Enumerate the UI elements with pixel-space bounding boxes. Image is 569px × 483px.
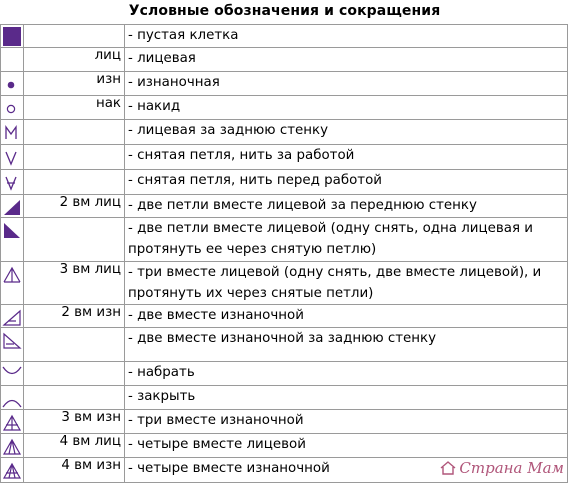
empty-icon [2, 50, 22, 70]
right-triangle-filled-icon [2, 197, 22, 217]
symbol-cell [1, 305, 24, 328]
abbr-cell [24, 120, 125, 145]
desc-cell: - лицевая [125, 48, 568, 72]
table-row [1, 434, 568, 458]
desc-cell: - две петли вместе лицевой (одну снять, одна лицевая и протянуть ее через снятую петлю) [125, 218, 568, 262]
abbr-cell: лиц [24, 48, 125, 72]
table-row [1, 386, 568, 410]
table-row [1, 96, 568, 120]
abbr-cell [24, 170, 125, 195]
desc-cell: - четыре вместе лицевой [125, 434, 568, 458]
m-letter-icon [2, 122, 22, 142]
table-row [1, 262, 568, 305]
table-row [1, 410, 568, 434]
abbr-cell: 3 вм лиц [24, 262, 125, 305]
cast-on-arc-icon [2, 364, 22, 384]
triangle-three-icon [2, 264, 22, 284]
symbol-cell [1, 458, 24, 483]
desc-cell: - набрать [125, 362, 568, 386]
abbr-cell: изн [24, 72, 125, 96]
watermark-text: Страна Мам [459, 459, 564, 477]
symbol-cell [1, 72, 24, 96]
symbol-cell [1, 262, 24, 305]
abbr-cell: 4 вм изн [24, 458, 125, 483]
table-row [1, 25, 568, 48]
desc-cell: - лицевая за заднюю стенку [125, 120, 568, 145]
triangle-four-purl-icon [2, 460, 22, 480]
abbr-cell [24, 218, 125, 262]
abbr-cell: 3 вм изн [24, 410, 125, 434]
house-logo-icon [440, 461, 456, 475]
desc-cell: - три вместе лицевой (одну снять, две вместе лицевой), и протянуть их через снятые петли) [125, 262, 568, 305]
desc-cell: - изнаночная [125, 72, 568, 96]
watermark [440, 459, 564, 477]
symbol-cell [1, 410, 24, 434]
abbr-cell: 4 вм лиц [24, 434, 125, 458]
symbol-cell [1, 170, 24, 195]
desc-cell: - две петли вместе лицевой за переднюю стенку [125, 195, 568, 218]
table-row [1, 120, 568, 145]
table-row [1, 362, 568, 386]
v-letter-icon [2, 147, 22, 167]
symbol-cell [1, 96, 24, 120]
symbol-cell [1, 386, 24, 410]
desc-cell: - закрыть [125, 386, 568, 410]
right-triangle-line-icon [2, 307, 22, 327]
left-triangle-filled-icon [2, 220, 22, 240]
symbol-cell [1, 434, 24, 458]
desc-cell: - снятая петля, нить за работой [125, 145, 568, 170]
v-bar-icon [2, 172, 22, 192]
table-row [1, 170, 568, 195]
left-triangle-line-icon [2, 330, 22, 350]
table-row [1, 218, 568, 262]
symbol-cell [1, 48, 24, 72]
filled-dot-icon [2, 74, 22, 94]
symbol-cell [1, 145, 24, 170]
symbol-cell [1, 328, 24, 362]
desc-cell: - пустая клетка [125, 25, 568, 48]
desc-cell: - две вместе изнаночной за заднюю стенку [125, 328, 568, 362]
symbol-cell [1, 362, 24, 386]
bind-off-arc-icon [2, 388, 22, 408]
table-row [1, 72, 568, 96]
symbol-cell [1, 218, 24, 262]
abbr-cell [24, 386, 125, 410]
desc-cell: - три вместе изнаночной [125, 410, 568, 434]
symbol-cell [1, 120, 24, 145]
triangle-three-purl-icon [2, 412, 22, 432]
abbr-cell [24, 25, 125, 48]
desc-cell: - две вместе изнаночной [125, 305, 568, 328]
symbol-cell [1, 195, 24, 218]
desc-cell: - четыре вместе изнаночной [125, 458, 568, 483]
abbr-cell: нак [24, 96, 125, 120]
table-row [1, 195, 568, 218]
desc-cell: - снятая петля, нить перед работой [125, 170, 568, 195]
symbol-cell [1, 25, 24, 48]
filled-square-icon [2, 27, 22, 47]
desc-cell: - накид [125, 96, 568, 120]
abbr-cell [24, 362, 125, 386]
abbr-cell [24, 328, 125, 362]
table-row [1, 48, 568, 72]
legend-table [0, 24, 568, 483]
circle-icon [2, 98, 22, 118]
abbr-cell [24, 145, 125, 170]
table-row [1, 305, 568, 328]
abbr-cell: 2 вм изн [24, 305, 125, 328]
abbr-cell: 2 вм лиц [24, 195, 125, 218]
triangle-four-icon [2, 436, 22, 456]
page-title: Условные обозначения и сокращения [128, 3, 441, 19]
table-row [1, 328, 568, 362]
table-row [1, 145, 568, 170]
